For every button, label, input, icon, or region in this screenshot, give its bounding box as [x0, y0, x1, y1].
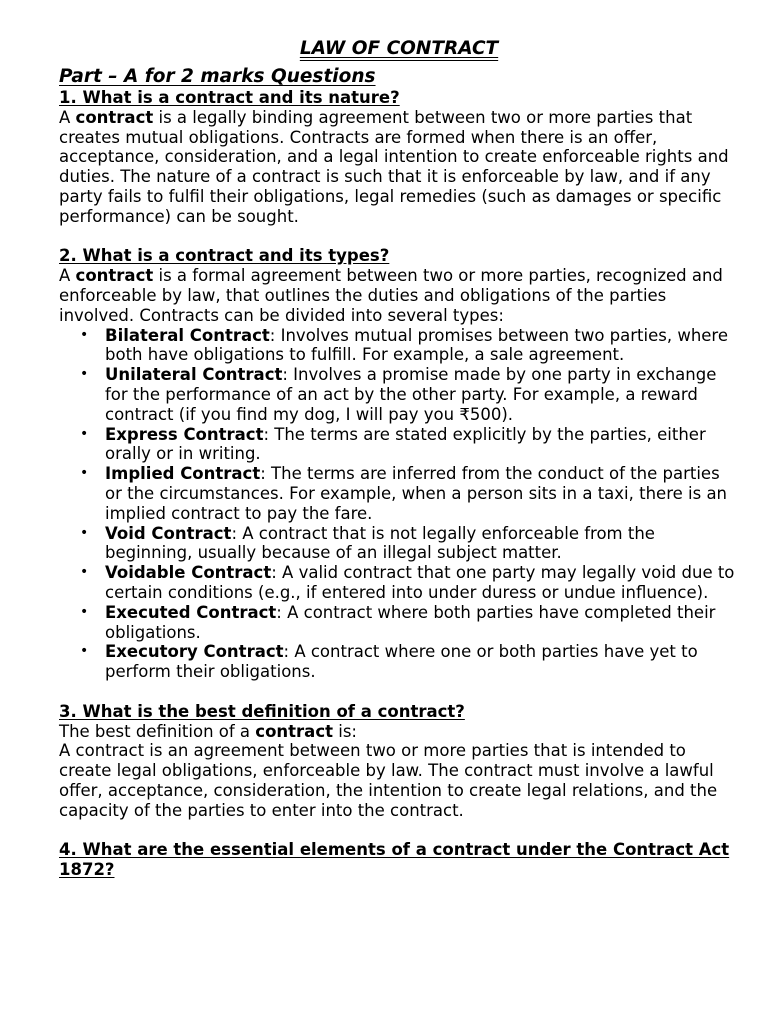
- question-2-heading: 2. What is a contract and its types?: [59, 246, 390, 266]
- part-heading: Part – A for 2 marks Questions: [59, 66, 376, 87]
- document-title: LAW OF CONTRACT: [299, 38, 499, 59]
- bullet-icon: •: [80, 366, 89, 383]
- bullet-icon: •: [80, 326, 89, 343]
- answer-bold-term: contract: [75, 266, 154, 286]
- answer-text: A: [59, 266, 76, 286]
- type-name: Implied Contract: [105, 464, 261, 484]
- answer-text: is a formal agreement between two or more parties, recognized and enforceable by law, that outlines the duties and obligations of the parties involved. Contracts can be divided into several types:: [59, 266, 723, 325]
- answer-text: A: [59, 107, 76, 127]
- document-page: [59, 38, 739, 880]
- answer-text: is:: [333, 721, 357, 741]
- type-name: Unilateral Contract: [105, 365, 283, 385]
- type-description: : The terms are stated explicitly by the parties, either orally or in writing.: [105, 424, 706, 464]
- spacer: [59, 820, 739, 840]
- spacer: [59, 227, 739, 247]
- list-item: [80, 325, 739, 366]
- bullet-icon: •: [80, 425, 89, 442]
- list-item: [80, 563, 739, 603]
- type-description: : A contract where one or both parties have yet to perform their obligations.: [105, 642, 698, 682]
- bullet-icon: •: [80, 465, 89, 482]
- question-3-definition: A contract is an agreement between two or more parties that is intended to create legal obligations, enforceable by law. The contract must involve a lawful offer, acceptance, consideration, the intention to create legal relations, and the capacity of the parties to enter into the contract.: [59, 741, 718, 820]
- list-item: [80, 365, 739, 424]
- type-name: Executed Contract: [105, 602, 277, 622]
- type-description: : A contract that is not legally enforceable from the beginning, usually because of an illegal subject matter.: [105, 523, 655, 563]
- answer-bold-term: contract: [255, 721, 333, 741]
- type-description: : A contract where both parties have completed their obligations.: [105, 602, 716, 642]
- type-name: Void Contract: [105, 523, 232, 543]
- type-description: : Involves a promise made by one party in exchange for the performance of an act by the other party. For example, a reward contract (if you find my dog, I will pay you ₹500).: [105, 365, 717, 424]
- bullet-icon: •: [80, 564, 89, 581]
- question-2: [59, 246, 739, 682]
- answer-text: The best definition of a: [59, 721, 256, 741]
- type-name: Voidable Contract: [105, 563, 272, 583]
- question-4: [59, 840, 739, 880]
- question-3: [59, 702, 739, 821]
- list-item: [80, 642, 739, 682]
- bullet-icon: •: [80, 603, 89, 620]
- answer-text: is a legally binding agreement between two or more parties that creates mutual obligations. Contracts are formed when there is an offer, acceptance, consideration, and a legal intention to create enforceable rights and duties. The nature of a contract is such that it is enforceable by law, and if any party fails to fulfil their obligations, legal remedies (such as damages or specific performance) can be sought.: [59, 107, 729, 226]
- type-name: Express Contract: [105, 424, 264, 444]
- spacer: [59, 682, 739, 702]
- list-item: [80, 523, 739, 564]
- question-3-intro: [59, 722, 739, 742]
- list-item: [80, 602, 739, 643]
- type-description: : A valid contract that one party may legally void due to certain conditions (e.g., if entered into under duress or undue influence).: [105, 563, 735, 602]
- type-name: Bilateral Contract: [105, 325, 270, 345]
- question-3-heading: 3. What is the best definition of a contract?: [59, 701, 465, 721]
- contract-types-list: [59, 326, 739, 682]
- type-name: Executory Contract: [105, 642, 284, 662]
- list-item: [80, 424, 739, 465]
- question-1-heading: 1. What is a contract and its nature?: [59, 88, 400, 107]
- bullet-icon: •: [80, 524, 89, 541]
- bullet-icon: •: [80, 643, 89, 660]
- type-description: : The terms are inferred from the conduct of the parties or the circumstances. For example, when a person sits in a taxi, there is an implied contract to pay the fare.: [105, 464, 728, 523]
- question-1-answer: [59, 108, 739, 227]
- question-1: [59, 88, 739, 227]
- type-description: : Involves mutual promises between two parties, where both have obligations to fulfill. For example, a sale agreement.: [105, 325, 728, 365]
- list-item: [80, 464, 739, 523]
- answer-bold-term: contract: [75, 107, 154, 127]
- question-4-heading: 4. What are the essential elements of a contract under the Contract Act 1872?: [59, 840, 730, 880]
- question-2-answer: [59, 266, 739, 325]
